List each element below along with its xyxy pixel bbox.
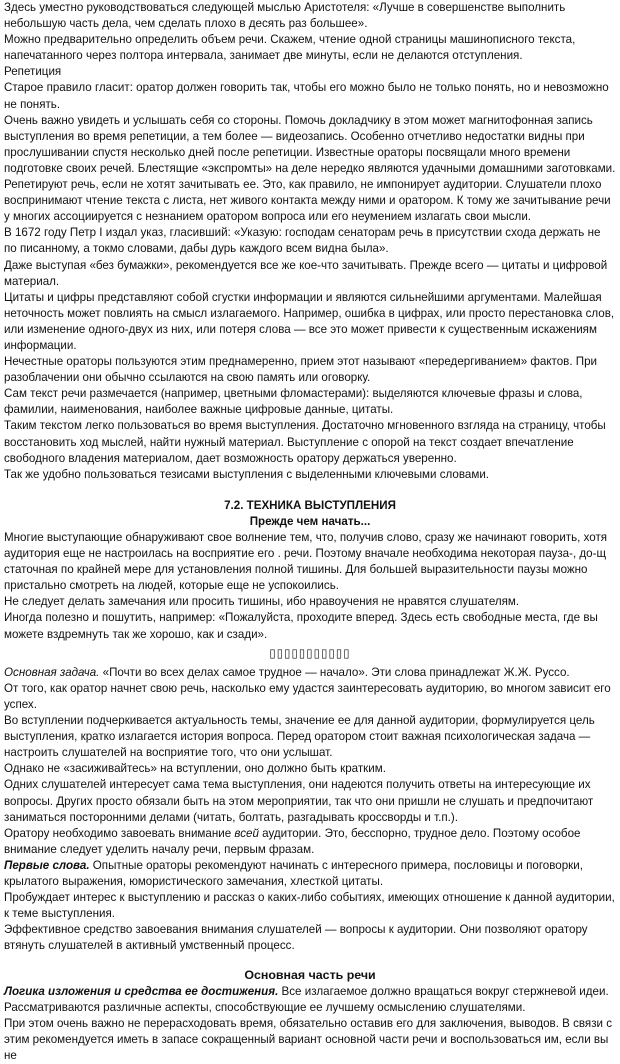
paragraph: Старое правило гласит: оратор должен говорить так, чтобы его можно было не только понять, но и невозможно не понять.	[4, 81, 609, 111]
attention-after: аудитории. Это, бесспорно, трудное дело. Поэтому особое внимание следует уделить началу речи, первым фразам.	[4, 826, 581, 856]
paragraph: Иногда полезно и пошутить, например: «Пожалуйста, проходите вперед. Здесь есть свободные места, где вы можете вздремнуть так же хорошо, как и сзади».	[4, 611, 598, 641]
paragraph: Не следует делать замечания или просить тишины, ибо нравоучения не нравятся слушателям.	[4, 595, 520, 609]
paragraph-first-words	[4, 858, 616, 890]
spacer	[4, 483, 616, 491]
main-part-title: Основная часть речи	[244, 968, 376, 983]
paragraph: Даже выступая «без бумажки», рекомендуется все же кое-что зачитывать. Прежде всего — цитаты и цифровой материал.	[4, 258, 608, 288]
first-words-label: Первые слова.	[4, 858, 90, 872]
section-title: 7.2. ТЕХНИКА ВЫСТУПЛЕНИЯ	[224, 498, 396, 512]
missing-glyphs-row: ▯▯▯▯▯▯▯▯▯▯▯	[269, 646, 351, 660]
paragraph: Одних слушателей интересует сама тема выступления, они надеются получить ответы на интересующие их вопросы. Других просто обязали быть на этом мероприятии, так что они пришли не слушать и предпочитают заниматься посторонними делами (читать, болтать, разгадывать кроссворды и т.п.).	[4, 778, 594, 824]
paragraph: Таким текстом легко пользоваться во время выступления. Достаточно мгновенного взгляда на страницу, чтобы восстановить ход мыслей, найти нужный материал. Выступление с опорой на текст создает впечатление свободного владения материалом, дает возможность оратору держаться уверенно.	[4, 419, 606, 465]
paragraph: В 1672 году Петр I издал указ, гласивший: «Указую: господам сенаторам речь в присутствии схода держать не по писанному, а токмо словами, дабы дурь каждого всем видна была».	[4, 226, 601, 256]
paragraph: Так же удобно пользоваться тезисами выступления с выделенными ключевыми словами.	[4, 467, 490, 481]
paragraph-main-task	[4, 665, 616, 681]
paragraph: Цитаты и цифры представляют собой сгустки информации и являются сильнейшими аргументами. Малейшая неточность может повлиять на смысл излагаемого. Например, ошибка в цифрах, или просто перестановка слов, или изменение одного-двух из них, или потеря слова — все это может привести к существенным искажениям информации.	[4, 290, 615, 352]
paragraph: Здесь уместно руководствоваться следующей мыслью Аристотеля: «Лучше в совершенстве выполнить небольшую часть дела, чем сделать плохо в десять раз большее».	[4, 1, 566, 31]
section-subtitle: Прежде чем начать...	[249, 514, 371, 528]
logic-label: Логика изложения и средства ее достижения.	[4, 984, 279, 998]
paragraph: Репетируют речь, если не хотят зачитывать ее. Это, как правило, не импонирует аудитории. Слушатели плохо воспринимают чтение текста с листа, нет живого контакта между ними и оратором. К тому же зачитывание речи у многих ассоциируется с незнанием оратором вопроса или его неумением излагать свои мысли.	[4, 178, 611, 224]
attention-emphasis: всей	[234, 826, 259, 840]
paragraph: Очень важно увидеть и услышать себя со стороны. Помочь докладчику в этом может магнитофонная запись выступления во время репетиции, а тем более — видеозапись. Особенно отчетливо недостатки видны при прослушивании спустя несколько дней после репетиции. Известные ораторы посвящали много времени подготовке своих речей. Блестящие «экспромты» на деле нередко являются удачными домашними заготовками.	[4, 113, 616, 175]
attention-before: Оратору необходимо завоевать внимание	[4, 826, 235, 840]
subheading-repetition: Репетиция	[4, 65, 62, 79]
paragraph: От того, как оратор начнет свою речь, насколько ему удастся заинтересовать аудиторию, во многом зависит его успех.	[4, 681, 611, 711]
paragraph: Эффективное средство завоевания внимания слушателей — вопросы к аудитории. Они позволяют оратору втянуть слушателей в активный умственный процесс.	[4, 923, 588, 953]
paragraph: Пробуждает интерес к выступлению и рассказ о каких-либо событиях, имеющих отношение к данной аудитории, к теме выступления.	[4, 891, 615, 921]
paragraph: Нечестные ораторы пользуются этим преднамеренно, прием этот называют «передергиванием» фактов. При разоблачении они обычно ссылаются на свою память или оговорку.	[4, 355, 598, 385]
paragraph: Однако не «засиживайтесь» на вступлении, оно должно быть кратким.	[4, 762, 386, 776]
paragraph: Многие выступающие обнаруживают свое волнение тем, что, получив слово, сразу же начинают говорить, хотя аудитория еще не настроилась на восприятие его . речи. Поэтому вначале необходима некоторая пауза-, до-щ статочная по крайней мере для установления полной тишины. Для большей выразительности паузы можно пристально смотреть на людей, которые еще не успокоились.	[4, 531, 608, 593]
main-task-text: «Почти во всех делах самое трудное — начало». Эти слова принадлежат Ж.Ж. Руссо.	[99, 665, 570, 679]
paragraph: Можно предварительно определить объем речи. Скажем, чтение одной страницы машинописного текста, напечатанного через полтора интервала, занимает две минуты, если не делаются отступления.	[4, 33, 576, 63]
logic-text: Все излагаемое должно вращаться вокруг стержневой идеи. Рассматриваются различные аспекты, способствующие ее лучшему осмыслению слушателями.	[4, 984, 609, 1014]
main-task-label: Основная задача.	[4, 665, 100, 679]
paragraph: Во вступлении подчеркивается актуальность темы, значение ее для данной аудитории, формулируется цель выступления, кратко излагается история вопроса. Перед оратором стоит важная психологическая задача — настроить слушателей на восприятие того, что они услышат.	[4, 714, 595, 760]
paragraph: При этом очень важно не перерасходовать время, обязательно оставив его для заключения, выводов. В связи с этим рекомендуется иметь в запасе сокращенный вариант основной части речи и воспользоваться им, если вы не	[4, 1016, 613, 1062]
paragraph-logic	[4, 984, 616, 1016]
paragraph-attention	[4, 826, 616, 858]
paragraph: Сам текст речи размечается (например, цветными фломастерами): выделяются ключевые фразы и слова, фамилии, наименования, наиболее важные цифровые данные, цитаты.	[4, 387, 583, 417]
first-words-text: Опытные ораторы рекомендуют начинать с интересного примера, пословицы и поговорки, крылатого выражения, юмористического замечания, хлесткой цитаты.	[4, 858, 583, 888]
